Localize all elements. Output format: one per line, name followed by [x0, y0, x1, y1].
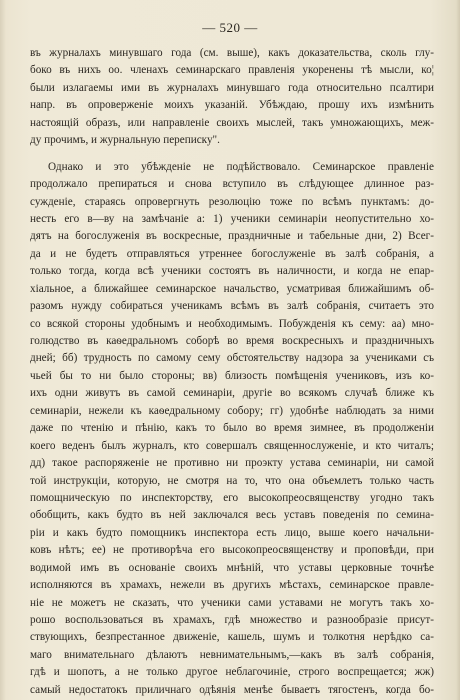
text-line: чьей бы то ни было стороны; вв) близость помѣщенія учениковъ, изъ ко- — [30, 369, 434, 382]
page-number: — 520 — — [202, 20, 258, 35]
text-line: той инструкціи, которую, не смотря на то, что она объемлетъ только часть — [30, 474, 434, 487]
text-line: со всякой стороны удобнымъ и необходимымъ. Побужденія къ сему: аа) мно- — [30, 317, 434, 330]
text-line: разомъ нужду собираться ученикамъ всѣмъ въ залѣ собранія, считаетъ это — [30, 300, 434, 313]
paragraph — [30, 45, 434, 150]
text-line: въ журналахъ минувшаго года (см. выше), какъ доказательства, сколь глу- — [30, 47, 434, 59]
text-line: обобщить, какъ будто въ ней заключался весь уставъ поведенія по семина- — [30, 509, 434, 522]
text-line: сужденіе, стараясь опровергнуть резолюцію тоже по всѣмъ пунктамъ: до- — [30, 195, 434, 208]
text-line: семинаріи, нежели къ каѳедральному собору; гг) удобнѣе наблюдать за ними — [30, 404, 434, 417]
text-line: были излагаемы ими въ журналахъ минувшаго года относительно псалтири — [30, 81, 434, 94]
body-text — [30, 45, 434, 699]
text-line: дд) такое распоряженіе не противно ни проэкту устава семинаріи, ни самой — [30, 457, 434, 470]
text-line: самый недостатокъ приличнаго одѣянія менѣе бываетъ тягостенъ, когда бо- — [30, 683, 434, 696]
paragraph — [30, 159, 434, 700]
text-line: только тогда, когда всѣ ученики состоятъ въ наличности, и когда не епар- — [30, 265, 434, 278]
text-line: напр. въ опроверженіе моихъ указаній. Убѣждаю, прошу ихъ измѣнить — [30, 99, 434, 112]
text-line: хіальное, а ближайшее семинарское начальство, усматривая ближайшимъ об- — [30, 282, 434, 295]
text-line: ніе не можетъ не сказать, что ученики сами уставами не могутъ такъ хо- — [30, 596, 434, 609]
text-line: ріи и какъ будто помощникъ инспектора есть лицо, выше коего начальни- — [30, 526, 434, 539]
text-line: несть его в—ву на замѣчаніе а: 1) ученики семинаріи неопустительно хо- — [30, 212, 434, 225]
text-line: продолжало препираться и снова вступило въ слѣдующее длинное раз- — [30, 178, 434, 191]
text-line: ду прочимъ, и журнальную переписку". — [30, 134, 220, 147]
text-line: исполняются въ храмахъ, нежели въ другихъ мѣстахъ, семинарское правле- — [30, 579, 434, 592]
text-line: дней; бб) трудность по самому сему обстоятельству надзора за учениками съ — [30, 352, 434, 365]
text-line: настоящій образъ, или направленіе своихъ мыслей, такъ умножающихъ, меж- — [30, 116, 434, 129]
text-line: маго внимательнаго дѣлаютъ невнимательнымъ,—какъ въ залѣ собранія, — [30, 648, 434, 661]
text-line: помощническую по инспекторству, его высокопреосвященству угодно такъ — [30, 491, 434, 504]
text-line: ствующихъ, безпрестанное движеніе, кашель, шумъ и толкотня нерѣдко са- — [30, 631, 434, 644]
text-line: даже по чтенію и пѣнію, какъ то было во время зимнее, въ продолженіи — [30, 422, 434, 435]
paragraph-gap — [30, 150, 434, 159]
text-line: боко въ нихъ оо. членахъ семинарскаго правленія укоренены тѣ мысли, ко¦ — [30, 64, 434, 77]
text-line: да и не будетъ отправляться утреннее богослуженіе въ залѣ собранія, а — [30, 247, 434, 260]
text-line: гдѣ и шопотъ, а не только другое неблагочиніе, строго воспрещается; жж) — [30, 666, 434, 679]
text-line: голюдство въ каѳедральномъ соборѣ во время воскресныхъ и праздничныхъ — [30, 335, 434, 347]
text-line: ихъ одни живутъ въ самой семинаріи, другіе во всякомъ случаѣ ближе къ — [30, 387, 434, 400]
text-line: ковъ нѣтъ; ее) не противорѣча его высокопреосвященству и проповѣди, при — [30, 544, 434, 557]
text-line: дятъ на богослуженія въ воскресные, праздничные и табельные дни, 2) Всег- — [30, 230, 434, 243]
text-line: коего веденъ былъ журналъ, кто совершалъ священнослуженіе, и кто читалъ; — [30, 439, 434, 452]
text-line: рошо воспользоваться въ храмахъ, гдѣ множество и разнообразіе присут- — [30, 614, 434, 626]
text-line: водимой имъ въ основаніе своихъ мнѣній, что уставы церковные точнѣе — [30, 561, 434, 574]
text-line: Однако и это убѣжденіе не подѣйствовало. Семинарское правленіе — [48, 160, 434, 173]
